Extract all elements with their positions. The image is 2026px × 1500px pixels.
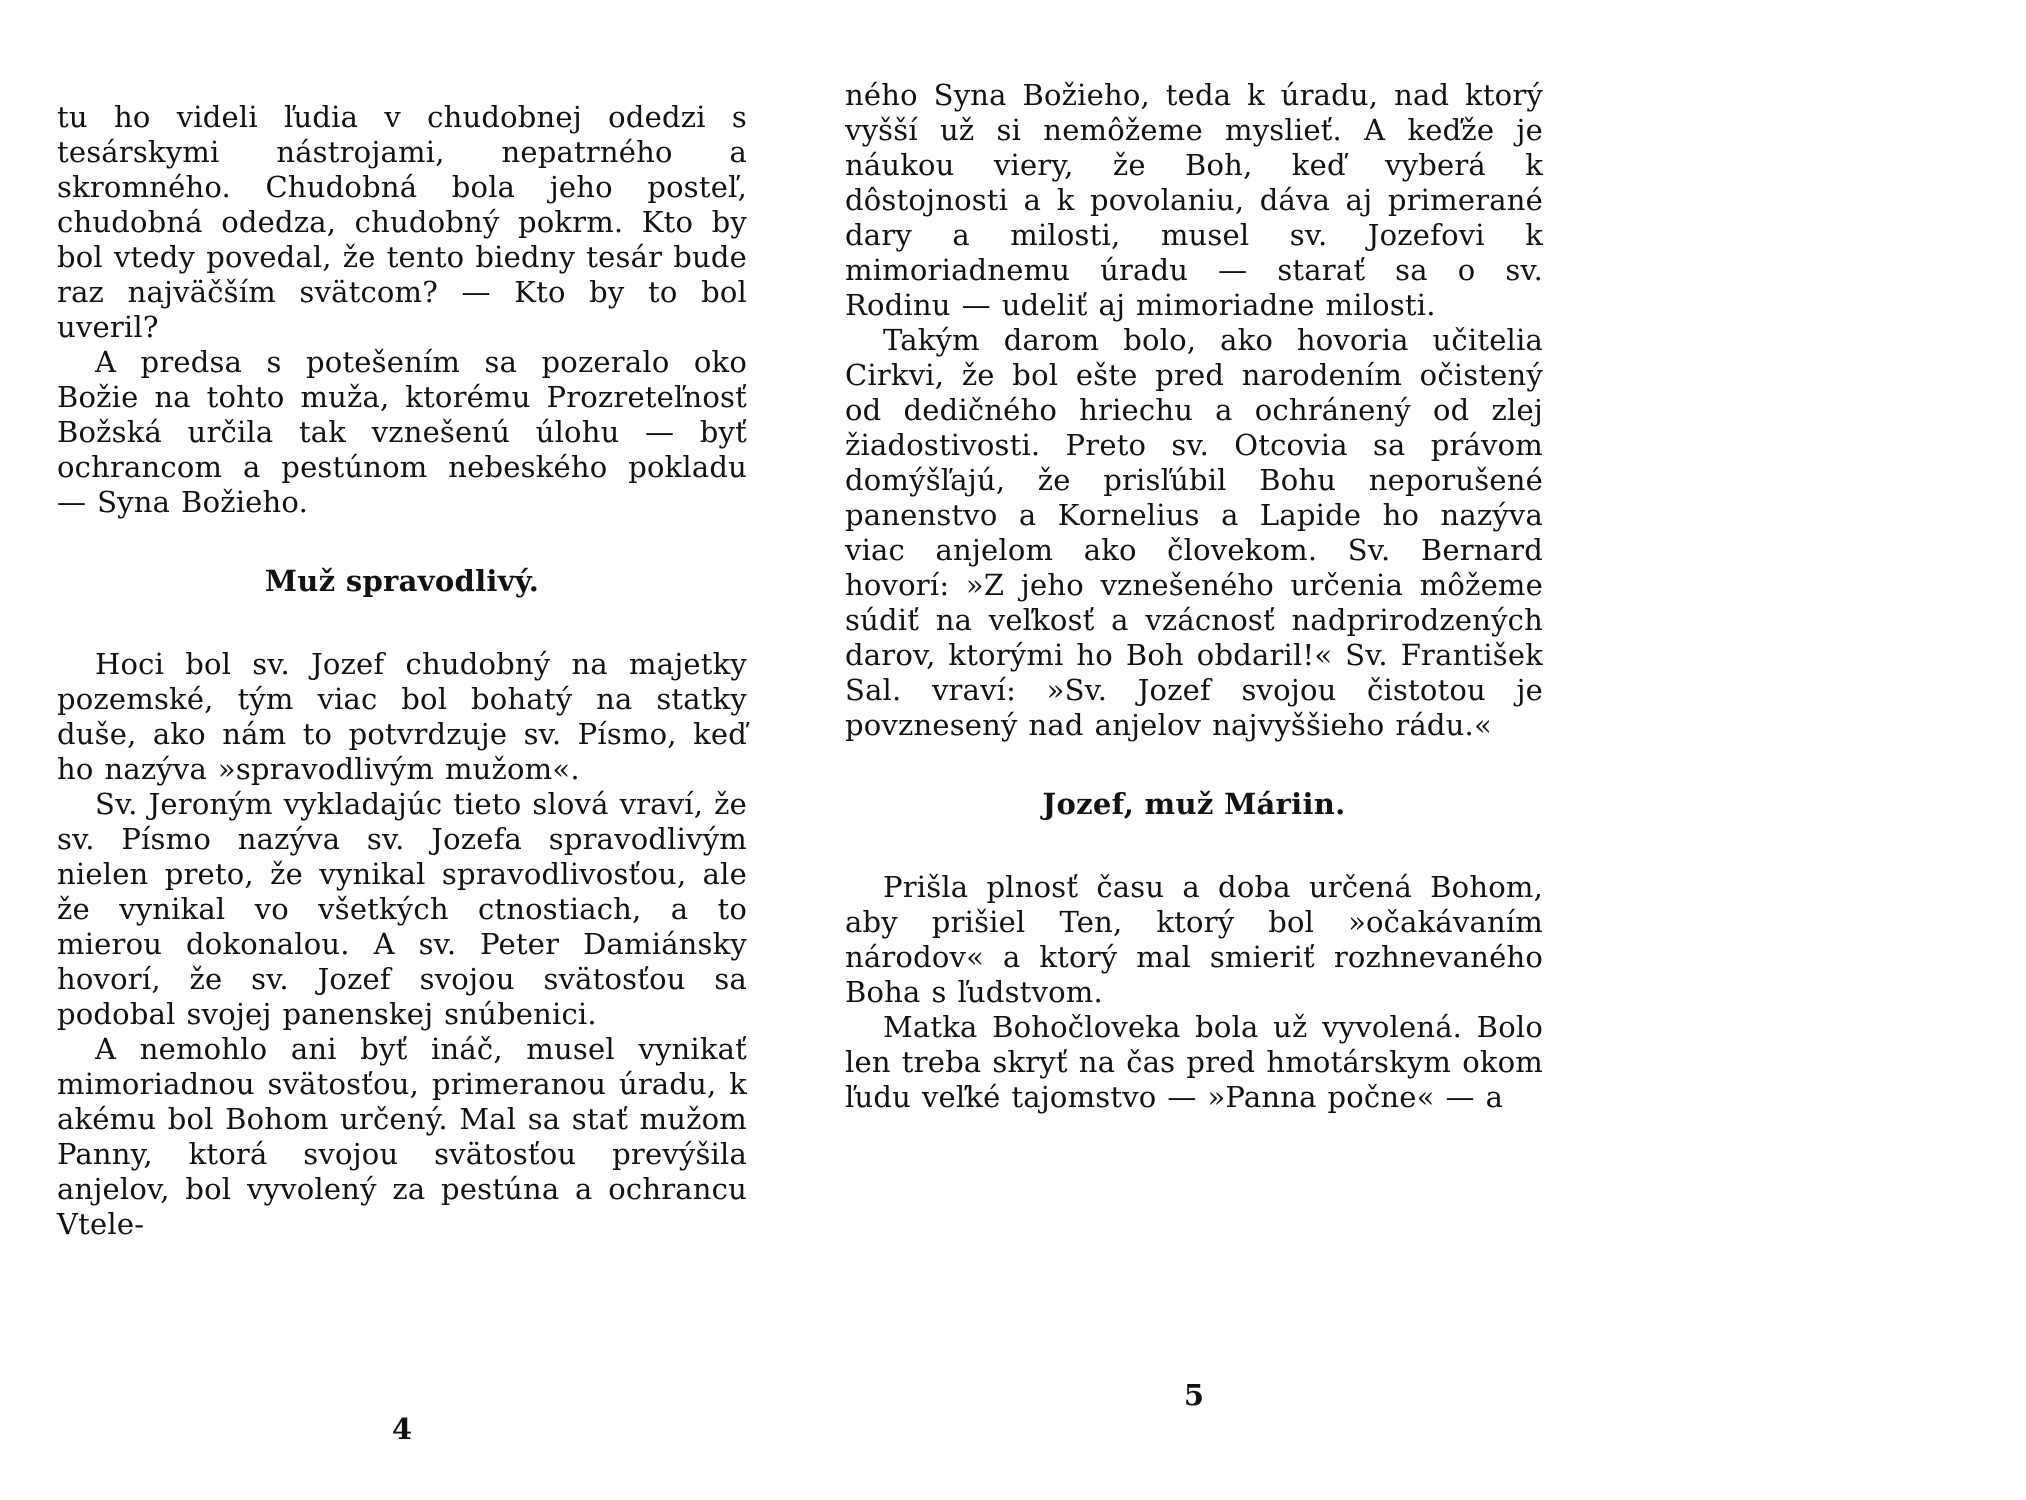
paragraph: Takým darom bolo, ako hovoria učitelia Cirkvi, že bol ešte pred narodením očistený od dedičného hriechu a ochránený od zlej žiadostivosti. Preto sv. Otcovia sa právom domýšľajú, že prisľúbil Bohu neporušené panenstvo a Kornelius a Lapide ho nazýva viac anjelom ako človekom. Sv. Bernard hovorí: »Z jeho vznešeného určenia môžeme súdiť na veľkosť a vzácnosť nadprirodzených darov, ktorými ho Boh obdaril!« Sv. František Sal. vraví: »Sv. Jozef svojou čistotou je povznesený nad anjelov najvyššieho rádu.« <box>845 323 1543 742</box>
paragraph-continuation: tu ho videli ľudia v chudobnej odedzi s tesárskymi nástrojami, nepatrného a skromného. Chudobná bola jeho posteľ, chudobná odedza, chudobný pokrm. Kto by bol vtedy povedal, že tento biedny tesár bude raz najväčším svätcom? — Kto by to bol uveril? <box>57 100 747 344</box>
paragraph-continuation: ného Syna Božieho, teda k úradu, nad ktorý vyšší už si nemôžeme myslieť. A keďže je náukou viery, že Boh, keď vyberá k dôstojnosti a k povolaniu, dáva aj primerané dary a milosti, musel sv. Jozefovi k mimoriadnemu úradu — starať sa o sv. Rodinu — udeliť aj mimoriadne milosti. <box>845 78 1543 322</box>
paragraph: A predsa s potešením sa pozeralo oko Božie na tohto muža, ktorému Prozreteľnosť Božská určila tak vznešenú úlohu — byť ochrancom a pestúnom nebeského pokladu — Syna Božieho. <box>57 345 747 519</box>
paragraph: A nemohlo ani byť ináč, musel vynikať mimoriadnou svätosťou, primeranou úradu, k akému bol Bohom určený. Mal sa stať mužom Panny, ktorá svojou svätosťou prevýšila anjelov, bol vyvolený za pestúna a ochrancu Vtele- <box>57 1032 747 1241</box>
section-heading-jozef-muz-mariin: Jozef, muž Máriin. <box>1042 787 1346 821</box>
paragraph: Prišla plnosť času a doba určená Bohom, aby prišiel Ten, ktorý bol »očakávaním národov« a ktorý mal smieriť rozhnevaného Boha s ľudstvom. <box>845 870 1543 1009</box>
section-heading-muz-spravodlivy: Muž spravodlivý. <box>264 564 540 598</box>
page-right <box>845 78 1543 1458</box>
page-number-left: 4 <box>391 1412 413 1446</box>
page-left <box>57 100 747 1480</box>
paragraph: Matka Bohočloveka bola už vyvolená. Bolo len treba skryť na čas pred hmotárskym okom ľudu veľké tajomstvo — »Panna počne« — a <box>845 1010 1543 1114</box>
paragraph: Sv. Jeroným vykladajúc tieto slová vraví, že sv. Písmo nazýva sv. Jozefa spravodlivým nielen preto, že vynikal spravodlivosťou, ale že vynikal vo všetkých ctnostiach, a to mierou dokonalou. A sv. Peter Damiánsky hovorí, že sv. Jozef svojou svätosťou sa podobal svojej panenskej snúbenici. <box>57 787 747 1031</box>
page-number-right: 5 <box>1183 1378 1205 1412</box>
paragraph: Hoci bol sv. Jozef chudobný na majetky pozemské, tým viac bol bohatý na statky duše, ako nám to potvrdzuje sv. Písmo, keď ho nazýva »spravodlivým mužom«. <box>57 647 747 786</box>
